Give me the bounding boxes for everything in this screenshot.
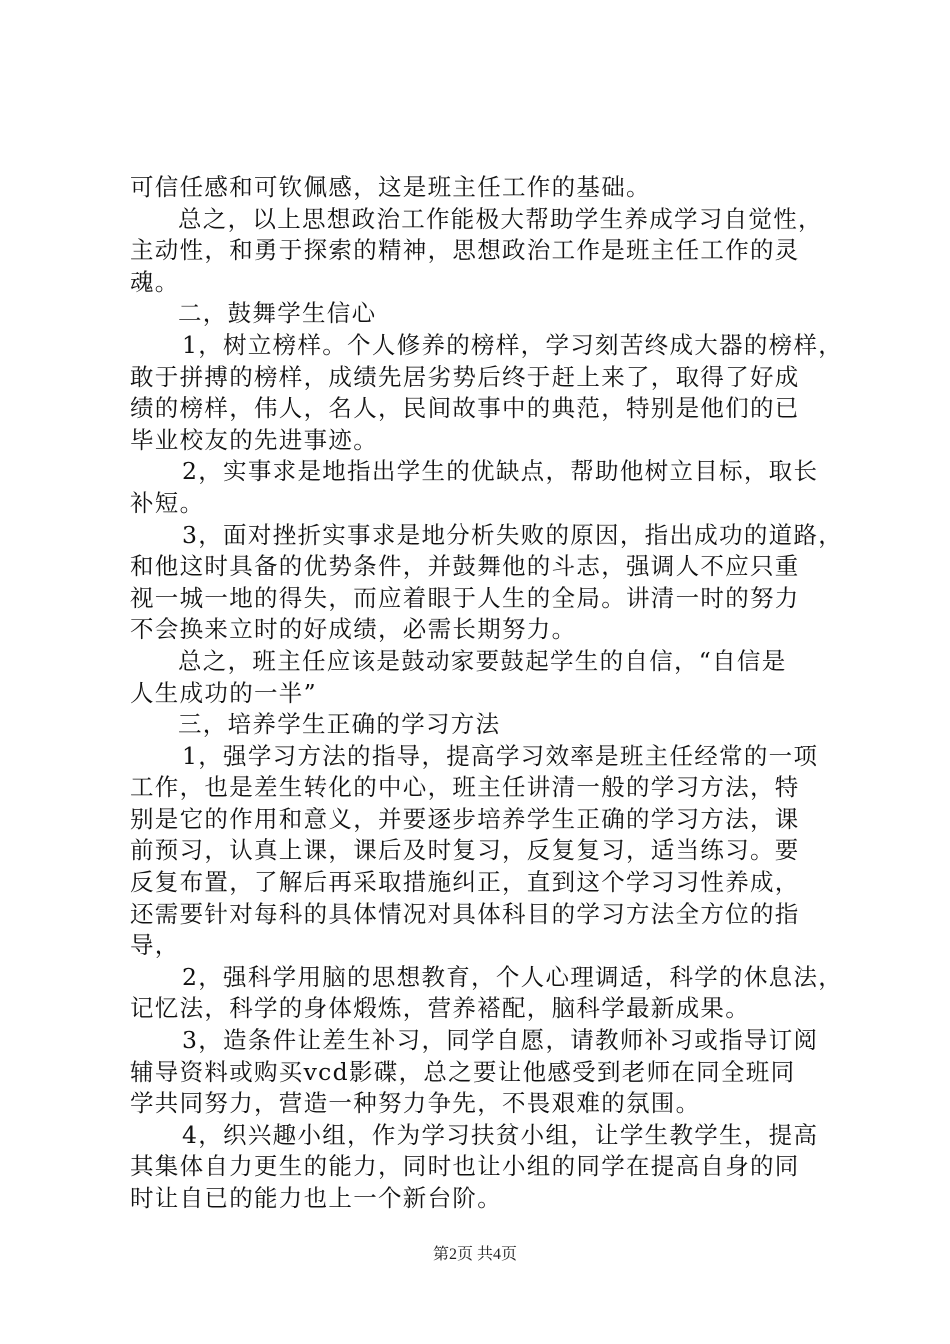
text-line: 3，造条件让差生补习，同学自愿，请教师补习或指导订阅 (182, 1026, 819, 1055)
text-line: 不会换来立时的好成绩，必需长期努力。 (130, 615, 577, 644)
text-line: 主动性，和勇于探索的精神，思想政治工作是班主任工作的灵 (130, 236, 800, 265)
body-text (130, 172, 844, 1215)
text-line: 魂。 (130, 267, 180, 296)
text-line: 前预习，认真上课，课后及时复习，反复复习，适当练习。要 (130, 836, 800, 865)
text-line: 视一城一地的得失，而应着眼于人生的全局。讲清一时的努力 (130, 583, 800, 612)
text-line: 其集体自力更生的能力，同时也让小组的同学在提高自身的同 (130, 1152, 800, 1181)
text-line: 2，强科学用脑的思想教育，个人心理调适，科学的休息法， (182, 962, 844, 991)
text-line: 可信任感和可钦佩感，这是班主任工作的基础。 (130, 173, 651, 201)
text-line: 补短。 (130, 488, 205, 517)
text-line: 反复布置，了解后再采取措施纠正，直到这个学习习性养成， (130, 868, 800, 897)
text-line: 总之，班主任应该是鼓动家要鼓起学生的自信，“自信是 (178, 646, 787, 675)
text-line: 人生成功的一半” (130, 678, 317, 707)
text-line: 和他这时具备的优势条件，并鼓舞他的斗志，强调人不应只重 (130, 552, 800, 581)
text-line: 1，树立榜样。个人修养的榜样，学习刻苦终成大器的榜样， (182, 330, 844, 359)
text-line: 绩的榜样，伟人，名人，民间故事中的典范，特别是他们的已 (130, 394, 800, 423)
text-line: 工作，也是差生转化的中心，班主任讲清一般的学习方法，特 (130, 773, 800, 802)
text-line: 辅导资料或购买vcd影碟，总之要让他感受到老师在同全班同 (130, 1057, 796, 1086)
page-footer (0, 1241, 950, 1264)
text-line: 4，织兴趣小组，作为学习扶贫小组，让学生教学生，提高 (182, 1120, 819, 1149)
text-line: 敢于拼搏的榜样，成绩先居劣势后终于赶上来了，取得了好成 (130, 362, 800, 391)
text-line: 毕业校友的先进事迹。 (130, 425, 378, 454)
text-line: 学共同努力，营造一种努力争先，不畏艰难的氛围。 (130, 1089, 701, 1118)
page-number-label: 第2页 共4页 (432, 1246, 517, 1263)
text-line: 3，面对挫折实事求是地分析失败的原因，指出成功的道路， (182, 520, 844, 549)
section-heading: 二，鼓舞学生信心 (178, 299, 377, 328)
text-line: 还需要针对每科的具体情况对具体科目的学习方法全方位的指 (130, 899, 800, 928)
text-line: 别是它的作用和意义，并要逐步培养学生正确的学习方法，课 (130, 804, 800, 833)
text-line: 记忆法，科学的身体煅炼，营养褡配，脑科学最新成果。 (130, 994, 750, 1023)
text-line: 导， (130, 931, 180, 960)
text-line: 时让自已的能力也上一个新台阶。 (130, 1184, 502, 1212)
text-line: 1，强学习方法的指导，提高学习效率是班主任经常的一项 (182, 741, 819, 770)
section-heading: 三，培养学生正确的学习方法 (178, 710, 501, 739)
text-line: 总之，以上思想政治工作能极大帮助学生养成学习自觉性， (178, 204, 823, 233)
text-line: 2，实事求是地指出学生的优缺点，帮助他树立目标，取长 (182, 457, 819, 486)
